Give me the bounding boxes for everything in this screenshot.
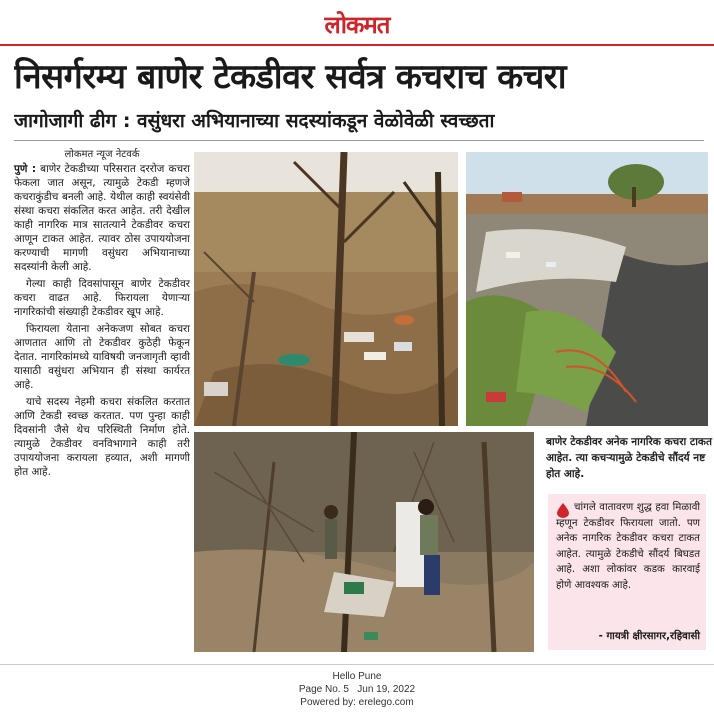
footer-divider: [0, 664, 714, 665]
photo-volunteers-cleaning-image: [194, 432, 534, 652]
photo-trees-garbage: [194, 152, 458, 426]
footer-date: Jun 19, 2022: [357, 684, 416, 695]
paragraph-1: [14, 162, 190, 274]
photo-trees-garbage-image: [194, 152, 458, 426]
divider: [14, 140, 704, 141]
footer-powered[interactable]: [0, 696, 714, 709]
paragraph-1-text: बाणेर टेकडीच्या परिसरात दररोज कचरा फेकला जात असून, त्यामुळे टेकडी म्हणजे कचराकुंडीच बनली आहे. येथील काही स्वयंसेवी संस्था कचरा संकलित करत आहेत. तरी देखील काही नागरिक मात्र सातत्याने टेकडीवर कचरा आणून टाकत आहेत. त्यावर ठोस उपाययोजना करण्याची मागणी वसुंधरा अभियानाच्या सदस्यांनी केली आहे.: [14, 163, 190, 273]
newspaper-logo: लोकमत: [324, 10, 390, 39]
headline: निसर्गरम्य बाणेर टेकडीवर सर्वत्र कचराच कचरा: [14, 57, 566, 97]
paragraph-2: गेल्या काही दिवसांपासून बाणेर टेकडीवर कचरा वाढत आहे. फिरायला येणाऱ्या नागरिकांची संख्याही टेकडीवर खूप आहे.: [14, 278, 190, 318]
paragraph-3: फिरायला येताना अनेकजण सोबत कचरा आणतात आणि तो टेकडीवर कुठेही फेकून देतात. नागरिकांमध्ये याविषयी जनजागृती व्हावी यासाठी वसुंधरा अभियान ही संस्था कार्यरत आहे.: [14, 323, 190, 391]
masthead-rule: [0, 44, 714, 46]
photo-open-ground-garbage: [466, 152, 708, 426]
footer-edition: Hello Pune: [332, 671, 382, 682]
footer-page-date: [0, 683, 714, 696]
masthead: [0, 8, 714, 41]
article-body: [14, 162, 190, 482]
photo-volunteers-cleaning: [194, 432, 534, 652]
quote-author: - गायत्री क्षीरसागर,रहिवासी: [598, 631, 700, 642]
photo-open-ground-garbage-image: [466, 152, 708, 426]
photo-caption: बाणेर टेकडीवर अनेक नागरिक कचरा टाकत आहेत. त्या कचऱ्यामुळे टेकडीचे सौंदर्य नष्ट होत आहे.: [546, 436, 712, 480]
subheadline: जागोजागी ढीग : वसुंधरा अभियानाच्या सदस्यांकडून वेळोवेळी स्वच्छता: [14, 110, 495, 132]
footer-powered-text[interactable]: Powered by: erelego.com: [300, 697, 414, 708]
footer-page: Page No. 5: [298, 684, 349, 695]
quote-box: [548, 494, 706, 650]
byline: लोकमत न्यूज नेटवर्क: [64, 149, 140, 160]
dateline-place: पुणे :: [14, 163, 37, 175]
quote-text: चांगले वातावरण शुद्ध हवा मिळावी म्हणून टेकडीवर फिरायला जातो. पण अनेक नागरिक टेकडीवर कचरा टाकत आहेत. त्यामुळे टेकडीचे सौंदर्य बिघडत आहे. अशा लोकांवर कडक कारवाई होणे आवश्यक आहे.: [556, 502, 700, 591]
page-footer: [0, 670, 714, 709]
paragraph-4: याचे सदस्य नेहमी कचरा संकलित करतात आणि टेकडी स्वच्छ करतात. पण पुन्हा काही दिवसांनी जैसे थेच परिस्थिती निर्माण होते. त्यामुळे टेकडीवर वनविभागाने काही तरी उपाययोजना करायला हव्यात, अशी मागणी होत आहे.: [14, 396, 190, 478]
